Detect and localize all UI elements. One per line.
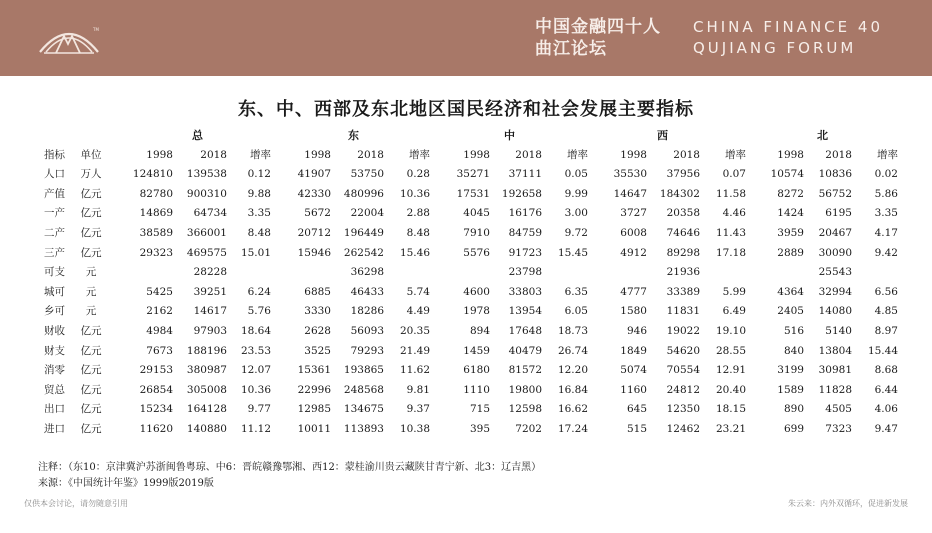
table-cell: 1459 — [463, 344, 490, 357]
table-cell: 20712 — [297, 226, 331, 239]
table-cell: 21936 — [666, 266, 700, 279]
table-cell: 9.72 — [564, 226, 588, 239]
column-header: 2018 — [515, 148, 542, 161]
indicator-name: 贸总 — [44, 383, 65, 396]
table-cell: 9.47 — [874, 422, 898, 435]
table-cell: 3.35 — [874, 207, 898, 220]
table-cell: 15234 — [139, 403, 173, 416]
indicator-name: 人口 — [44, 168, 65, 181]
table-cell: 17648 — [508, 324, 542, 337]
table-cell: 5.76 — [247, 305, 271, 318]
table-cell: 2628 — [304, 324, 331, 337]
table-cell: 18286 — [350, 305, 384, 318]
table-cell: 35530 — [613, 168, 647, 181]
table-cell: 3727 — [620, 207, 647, 220]
column-header: 增率 — [567, 148, 588, 161]
china-finance-40-logo-icon — [38, 22, 100, 56]
table-cell: 22996 — [297, 383, 331, 396]
column-header: 指标 — [44, 148, 65, 161]
table-cell: 4505 — [825, 403, 852, 416]
indicator-table — [38, 126, 898, 440]
table-cell: 0.02 — [874, 168, 898, 181]
table-cell: 5074 — [620, 364, 647, 377]
table-cell: 1589 — [777, 383, 804, 396]
table-cell: 19.10 — [715, 324, 746, 337]
table-cell: 12462 — [666, 422, 700, 435]
table-cell: 84759 — [508, 226, 542, 239]
unit: 亿元 — [80, 226, 102, 239]
unit: 亿元 — [80, 364, 102, 377]
table-cell: 46433 — [350, 285, 384, 298]
cn-name-line1: 中国金融四十人 — [535, 17, 661, 37]
table-cell: 35271 — [456, 168, 490, 181]
column-header: 增率 — [725, 148, 746, 161]
table-cell: 4364 — [777, 285, 804, 298]
table-row — [38, 283, 898, 303]
table-cell: 5.86 — [874, 187, 898, 200]
table-cell: 6.05 — [564, 305, 588, 318]
column-header: 1998 — [620, 148, 647, 161]
table-cell: 3.00 — [564, 207, 588, 220]
table-cell: 248568 — [343, 383, 384, 396]
region-group-label: 中 — [504, 129, 515, 142]
unit: 亿元 — [80, 422, 102, 435]
column-header: 单位 — [80, 148, 102, 161]
table-row — [38, 224, 898, 244]
indicator-name: 财收 — [44, 324, 65, 337]
region-group-label: 西 — [657, 129, 668, 142]
unit: 亿元 — [80, 324, 102, 337]
table-cell: 900310 — [186, 187, 227, 200]
table-cell: 19022 — [666, 324, 700, 337]
table-cell: 6.49 — [722, 305, 746, 318]
region-group-label: 总 — [192, 129, 203, 142]
footer-disclaimer: 仅供本会讨论，请勿随意引用 — [24, 499, 128, 508]
table-cell: 10574 — [770, 168, 804, 181]
column-header: 1998 — [146, 148, 173, 161]
table-cell: 18.73 — [557, 324, 588, 337]
indicator-name: 三产 — [44, 246, 65, 259]
table-cell: 8.48 — [247, 226, 271, 239]
table-cell: 8.68 — [874, 364, 898, 377]
table-cell: 4.49 — [406, 305, 430, 318]
table-cell: 54620 — [666, 344, 700, 357]
table-cell: 11831 — [666, 305, 700, 318]
table-cell: 193865 — [343, 364, 384, 377]
table-cell: 17.18 — [715, 246, 746, 259]
table-row — [38, 322, 898, 342]
table-cell: 3199 — [777, 364, 804, 377]
region-group-header — [38, 126, 898, 146]
table-cell: 41907 — [297, 168, 331, 181]
column-header: 增率 — [877, 148, 898, 161]
table-cell: 16.62 — [557, 403, 588, 416]
table-cell: 15.45 — [557, 246, 588, 259]
table-cell: 1160 — [620, 383, 647, 396]
table-cell: 33389 — [666, 285, 700, 298]
table-row — [38, 204, 898, 224]
table-cell: 15.01 — [240, 246, 271, 259]
table-cell: 7202 — [515, 422, 542, 435]
table-cell: 16176 — [508, 207, 542, 220]
table-cell: 124810 — [132, 168, 173, 181]
table-cell: 24812 — [666, 383, 700, 396]
table-cell: 36298 — [350, 266, 384, 279]
table-cell: 26854 — [139, 383, 173, 396]
table-cell: 28.55 — [715, 344, 746, 357]
table-cell: 1424 — [777, 207, 804, 220]
table-cell: 81572 — [508, 364, 542, 377]
unit: 万人 — [80, 168, 102, 181]
table-cell: 20.35 — [399, 324, 430, 337]
table-cell: 2889 — [777, 246, 804, 259]
table-cell: 37111 — [508, 168, 542, 181]
table-cell: 1978 — [463, 305, 490, 318]
region-group-label: 东 — [348, 129, 359, 142]
table-cell: 1110 — [463, 383, 490, 396]
table-cell: 699 — [783, 422, 804, 435]
table-row — [38, 361, 898, 381]
table-row — [38, 420, 898, 440]
note-line: 注释：（东10：京津冀沪苏浙闽鲁粤琼、中6：晋皖赣豫鄂湘、西12：蒙桂渝川贵云藏陕甘青宁新、北3：辽吉黑） — [38, 462, 542, 473]
table-cell: 395 — [469, 422, 490, 435]
table-cell: 39251 — [193, 285, 227, 298]
table-cell: 91723 — [508, 246, 542, 259]
table-cell: 16.84 — [557, 383, 588, 396]
column-header: 1998 — [777, 148, 804, 161]
table-cell: 5.74 — [406, 285, 430, 298]
indicator-name: 二产 — [44, 226, 65, 239]
table-cell: 0.12 — [247, 168, 271, 181]
column-header: 增率 — [409, 148, 430, 161]
table-cell: 894 — [469, 324, 490, 337]
table-cell: 22004 — [350, 207, 384, 220]
table-cell: 645 — [626, 403, 647, 416]
table-cell: 469575 — [186, 246, 227, 259]
column-header: 1998 — [304, 148, 331, 161]
table-cell: 9.42 — [874, 246, 898, 259]
unit: 亿元 — [80, 383, 102, 396]
table-cell: 18.15 — [715, 403, 746, 416]
table-cell: 6180 — [463, 364, 490, 377]
table-cell: 7323 — [825, 422, 852, 435]
table-cell: 4.46 — [722, 207, 746, 220]
table-cell: 30090 — [818, 246, 852, 259]
table-cell: 5.99 — [722, 285, 746, 298]
table-cell: 14080 — [818, 305, 852, 318]
table-cell: 0.07 — [722, 168, 746, 181]
table-cell: 4912 — [620, 246, 647, 259]
table-cell: 1580 — [620, 305, 647, 318]
table-cell: 56752 — [818, 187, 852, 200]
indicator-name: 城可 — [44, 285, 65, 298]
table-cell: 12.20 — [557, 364, 588, 377]
table-cell: 6.35 — [564, 285, 588, 298]
table-cell: 6.56 — [874, 285, 898, 298]
table-cell: 5425 — [146, 285, 173, 298]
table-cell: 946 — [626, 324, 647, 337]
table-cell: 29323 — [139, 246, 173, 259]
table-cell: 3959 — [777, 226, 804, 239]
table-cell: 10011 — [297, 422, 331, 435]
unit: 元 — [85, 305, 97, 318]
table-cell: 4984 — [146, 324, 173, 337]
table-cell: 11.12 — [240, 422, 271, 435]
table-cell: 12.91 — [715, 364, 746, 377]
cn-name-line2: 曲江论坛 — [535, 39, 607, 59]
table-cell: 20467 — [818, 226, 852, 239]
table-cell: 113893 — [343, 422, 384, 435]
table-cell: 23.21 — [715, 422, 746, 435]
table-cell: 196449 — [343, 226, 384, 239]
table-cell: 140880 — [186, 422, 227, 435]
forum-english-name — [693, 17, 883, 59]
table-cell: 21.49 — [399, 344, 430, 357]
table-cell: 4045 — [463, 207, 490, 220]
source-line: 来源：《中国统计年鉴》1999版2019版 — [38, 478, 214, 489]
table-cell: 82780 — [139, 187, 173, 200]
table-cell: 42330 — [297, 187, 331, 200]
table-cell: 139538 — [186, 168, 227, 181]
table-cell: 188196 — [186, 344, 227, 357]
indicator-name: 产值 — [44, 187, 65, 200]
table-cell: 516 — [783, 324, 804, 337]
table-cell: 10.36 — [240, 383, 271, 396]
table-cell: 8272 — [777, 187, 804, 200]
table-cell: 30981 — [818, 364, 852, 377]
indicator-name: 乡可 — [44, 305, 65, 318]
table-cell: 15946 — [297, 246, 331, 259]
table-cell: 33803 — [508, 285, 542, 298]
table-cell: 23798 — [508, 266, 542, 279]
column-header: 2018 — [673, 148, 700, 161]
column-header-row — [38, 146, 898, 166]
table-cell: 192658 — [501, 187, 542, 200]
en-name-line1: CHINA FINANCE 40 — [693, 18, 883, 36]
table-cell: 6195 — [825, 207, 852, 220]
table-cell: 9.37 — [406, 403, 430, 416]
table-row — [38, 381, 898, 401]
table-cell: 25543 — [818, 266, 852, 279]
table-cell: 6.24 — [247, 285, 271, 298]
table-cell: 14869 — [139, 207, 173, 220]
unit: 元 — [85, 285, 97, 298]
table-cell: 12985 — [297, 403, 331, 416]
table-cell: 9.77 — [247, 403, 271, 416]
table-cell: 10.36 — [399, 187, 430, 200]
table-cell: 11620 — [139, 422, 173, 435]
table-cell: 5576 — [463, 246, 490, 259]
table-row — [38, 165, 898, 185]
forum-chinese-name — [535, 16, 661, 60]
table-cell: 480996 — [343, 187, 384, 200]
table-row — [38, 185, 898, 205]
table-cell: 64734 — [193, 207, 227, 220]
en-name-line2: QUJIANG FORUM — [693, 39, 857, 57]
table-cell: 17531 — [456, 187, 490, 200]
table-cell: 5140 — [825, 324, 852, 337]
unit: 亿元 — [80, 403, 102, 416]
table-cell: 262542 — [343, 246, 384, 259]
header-banner — [0, 0, 932, 76]
table-cell: 14647 — [613, 187, 647, 200]
table-cell: 4.85 — [874, 305, 898, 318]
page-title: 东、中、西部及东北地区国民经济和社会发展主要指标 — [238, 99, 694, 120]
column-header: 2018 — [200, 148, 227, 161]
table-cell: 11.43 — [715, 226, 746, 239]
table-cell: 3330 — [304, 305, 331, 318]
indicator-name: 消零 — [44, 364, 65, 377]
table-cell: 15361 — [297, 364, 331, 377]
table-cell: 12350 — [666, 403, 700, 416]
indicator-name: 可支 — [44, 266, 65, 279]
table-row — [38, 342, 898, 362]
unit: 亿元 — [80, 187, 102, 200]
table-cell: 184302 — [659, 187, 700, 200]
table-row — [38, 244, 898, 264]
table-cell: 0.28 — [406, 168, 430, 181]
table-cell: 14617 — [193, 305, 227, 318]
table-cell: 13804 — [818, 344, 852, 357]
table-cell: 4.06 — [874, 403, 898, 416]
table-cell: 366001 — [186, 226, 227, 239]
table-cell: 37956 — [666, 168, 700, 181]
table-cell: 12598 — [508, 403, 542, 416]
indicator-name: 一产 — [44, 207, 65, 220]
table-cell: 11828 — [818, 383, 852, 396]
table-cell: 134675 — [343, 403, 384, 416]
table-cell: 715 — [469, 403, 490, 416]
table-cell: 4600 — [463, 285, 490, 298]
table-cell: 6008 — [620, 226, 647, 239]
unit: 亿元 — [80, 246, 102, 259]
table-cell: 9.81 — [406, 383, 430, 396]
table-cell: 15.46 — [399, 246, 430, 259]
table-cell: 9.88 — [247, 187, 271, 200]
unit: 亿元 — [80, 344, 102, 357]
table-cell: 8.97 — [874, 324, 898, 337]
table-cell: 26.74 — [557, 344, 588, 357]
table-cell: 840 — [783, 344, 804, 357]
table-cell: 515 — [626, 422, 647, 435]
table-cell: 10.38 — [399, 422, 430, 435]
table-cell: 53750 — [350, 168, 384, 181]
table-cell: 70554 — [666, 364, 700, 377]
table-cell: 2.88 — [406, 207, 430, 220]
indicator-name: 进口 — [44, 422, 65, 435]
table-cell: 20358 — [666, 207, 700, 220]
svg-text:TM: TM — [93, 27, 99, 32]
table-cell: 3.35 — [247, 207, 271, 220]
table-cell: 28228 — [193, 266, 227, 279]
table-cell: 11.58 — [715, 187, 746, 200]
table-cell: 97903 — [193, 324, 227, 337]
table-cell: 7910 — [463, 226, 490, 239]
table-cell: 8.48 — [406, 226, 430, 239]
table-cell: 4.17 — [874, 226, 898, 239]
column-header: 1998 — [463, 148, 490, 161]
indicator-name: 出口 — [44, 403, 65, 416]
table-cell: 6885 — [304, 285, 331, 298]
column-header: 增率 — [250, 148, 271, 161]
table-cell: 79293 — [350, 344, 384, 357]
table-cell: 89298 — [666, 246, 700, 259]
table-cell: 20.40 — [715, 383, 746, 396]
table-cell: 12.07 — [240, 364, 271, 377]
table-cell: 74646 — [666, 226, 700, 239]
table-cell: 2162 — [146, 305, 173, 318]
unit: 元 — [85, 266, 97, 279]
table-cell: 29153 — [139, 364, 173, 377]
table-cell: 38589 — [139, 226, 173, 239]
table-cell: 380987 — [186, 364, 227, 377]
table-cell: 890 — [783, 403, 804, 416]
table-cell: 23.53 — [240, 344, 271, 357]
table-row — [38, 302, 898, 322]
table-cell: 164128 — [186, 403, 227, 416]
table-cell: 3525 — [304, 344, 331, 357]
column-header: 2018 — [825, 148, 852, 161]
column-header: 2018 — [357, 148, 384, 161]
table-cell: 11.62 — [399, 364, 430, 377]
table-cell: 10836 — [818, 168, 852, 181]
table-cell: 6.44 — [874, 383, 898, 396]
table-cell: 2405 — [777, 305, 804, 318]
table-cell: 9.99 — [564, 187, 588, 200]
table-cell: 32994 — [818, 285, 852, 298]
footer-talk-title: 朱云来：内外双循环，促进新发展 — [788, 499, 908, 508]
table-row — [38, 400, 898, 420]
table-cell: 56093 — [350, 324, 384, 337]
table-cell: 13954 — [508, 305, 542, 318]
indicator-name: 财支 — [44, 344, 65, 357]
table-cell: 4777 — [620, 285, 647, 298]
table-cell: 17.24 — [557, 422, 588, 435]
table-cell: 7673 — [146, 344, 173, 357]
table-cell: 1849 — [620, 344, 647, 357]
table-cell: 40479 — [508, 344, 542, 357]
table-cell: 19800 — [508, 383, 542, 396]
unit: 亿元 — [80, 207, 102, 220]
table-cell: 18.64 — [240, 324, 271, 337]
region-group-label: 北 — [817, 129, 828, 142]
table-cell: 0.05 — [564, 168, 588, 181]
table-cell: 15.44 — [867, 344, 898, 357]
table-row — [38, 263, 898, 283]
table-cell: 305008 — [186, 383, 227, 396]
table-cell: 5672 — [304, 207, 331, 220]
